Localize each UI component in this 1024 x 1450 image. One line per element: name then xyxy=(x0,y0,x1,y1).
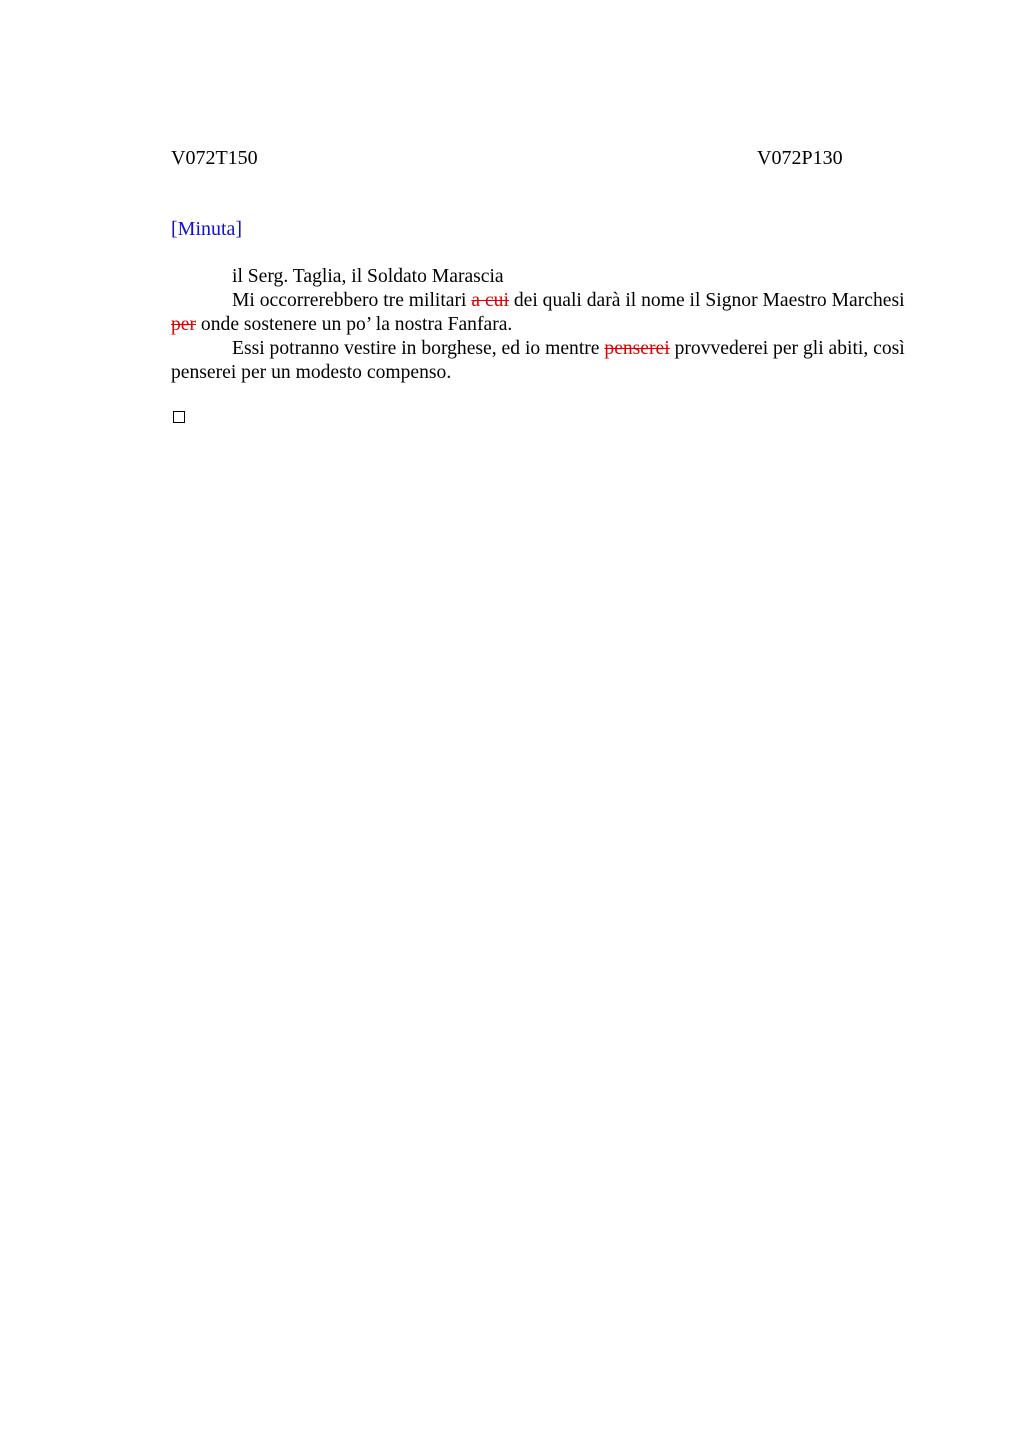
paragraph-3 xyxy=(171,337,906,385)
paragraph-1-text: il Serg. Taglia, il Soldato Marascia xyxy=(232,266,504,287)
checkbox-icon xyxy=(173,411,185,423)
section-label: [Minuta] xyxy=(171,218,243,240)
paragraph-3-text-a: Essi potranno vestire in borghese, ed io mentre xyxy=(232,338,605,359)
deleted-text: per xyxy=(171,314,197,335)
deleted-text: a cui xyxy=(471,290,509,311)
paragraph-2-text-b: dei quali darà il nome il Signor Maestro Marchesi xyxy=(508,290,905,311)
paragraph-2 xyxy=(171,289,906,337)
deleted-text: penserei xyxy=(604,338,670,359)
paragraph-2-text-a: Mi occorrerebbero tre militari xyxy=(232,290,472,311)
paragraph-3-text-b: provvederei per gli abiti, così penserei per un modesto compenso. xyxy=(171,338,905,383)
document-code-right: V072P130 xyxy=(757,147,843,169)
paragraph-2-text-c: onde sostenere un po’ la nostra Fanfara. xyxy=(196,314,513,335)
letter-body xyxy=(171,265,906,385)
document-code-left: V072T150 xyxy=(171,147,258,169)
paragraph-1 xyxy=(171,265,906,289)
